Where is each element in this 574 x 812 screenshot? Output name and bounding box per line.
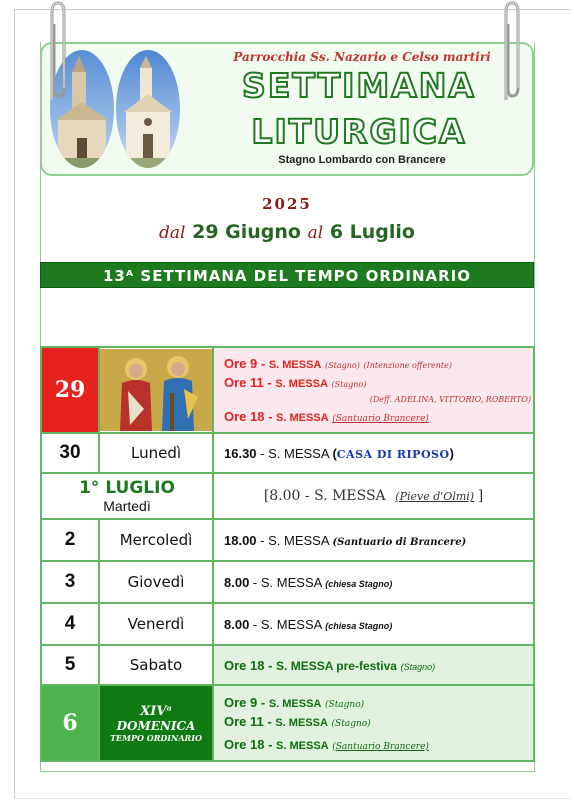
event-note-line <box>224 390 533 405</box>
date-range <box>40 221 534 243</box>
al-label: al <box>307 223 324 243</box>
day-number: 30 <box>41 433 99 473</box>
event-title: S. MESSA <box>260 616 322 632</box>
event-line <box>224 409 533 424</box>
event-title: S. MESSA <box>260 574 322 590</box>
schedule-table <box>40 346 535 762</box>
day-name: Lunedì <box>99 433 213 473</box>
event-time: 18.00 <box>224 532 257 548</box>
event-dash: - <box>256 445 269 461</box>
event-dash: - <box>257 356 269 371</box>
day-name: Giovedì <box>99 561 213 603</box>
events-6 <box>213 685 534 761</box>
event-location: (Stagno) <box>400 661 436 672</box>
day-name-line: DOMENICA <box>116 718 196 733</box>
event-location: (Santuario Brancere) <box>332 741 429 752</box>
page-edge-top <box>14 9 570 10</box>
event-note: (Deff. ADELINA, VITTORIO, ROBERTO) <box>369 395 531 404</box>
event-location: (chiesa Stagno) <box>325 578 393 589</box>
page-edge-bottom <box>14 798 570 799</box>
row-6 <box>41 685 534 761</box>
day-name-line: TEMPO ORDINARIO <box>110 732 202 743</box>
event-location: (Stagno) <box>331 718 371 729</box>
event-location: (Stagno) <box>331 380 367 389</box>
events-4 <box>213 603 534 645</box>
event-title: S. MESSA <box>276 739 329 752</box>
day-title: 1° LUGLIO <box>79 478 175 498</box>
event-location: (chiesa Stagno) <box>325 620 393 631</box>
event-location: (Pieve d'Olmi) <box>395 490 475 503</box>
row-29 <box>41 347 534 433</box>
event-dash: - <box>256 532 269 548</box>
event-time: Ore 9 <box>224 694 258 710</box>
row-4 <box>41 603 534 645</box>
title-settimana: SETTIMANA <box>242 66 476 105</box>
event-line <box>224 737 533 752</box>
event-dash: - <box>264 409 277 424</box>
events-3 <box>213 561 534 603</box>
title-liturgica: LITURGICA <box>251 112 467 151</box>
day-title-cell <box>41 473 213 519</box>
event-location: (Santuario Brancere) <box>332 414 429 424</box>
events-29 <box>213 347 534 433</box>
event-dash: - <box>264 657 277 673</box>
paperclip-icon <box>498 0 524 104</box>
event-time: Ore 11 <box>224 375 264 390</box>
church-photo-right <box>116 50 180 168</box>
day-name-line: XIVᵃ <box>140 703 172 719</box>
row-3 <box>41 561 534 603</box>
day-name-cell <box>99 685 213 761</box>
event-dash: - <box>263 713 276 729</box>
event-title: S. MESSA <box>275 716 328 729</box>
event-line <box>224 375 533 390</box>
day-name: Venerdì <box>99 603 213 645</box>
events-1-luglio <box>213 473 534 519</box>
event-location: CASA DI RIPOSO <box>336 447 450 461</box>
day-number: 5 <box>41 645 99 685</box>
day-name: Mercoledì <box>99 519 213 561</box>
event-dash: - <box>263 375 276 390</box>
page-edge-left <box>14 9 15 799</box>
event-time: Ore 18 <box>224 409 265 424</box>
paren-close: ) <box>449 445 454 461</box>
day-name: Martedì <box>103 498 151 514</box>
saints-image <box>99 347 213 433</box>
event-title: [8.00 - S. MESSA <box>263 488 386 504</box>
from-date: 29 Giugno <box>192 221 301 243</box>
row-5 <box>41 645 534 685</box>
event-title: S. MESSA <box>268 697 322 710</box>
day-number: 3 <box>41 561 99 603</box>
event-time: Ore 9 <box>224 356 258 371</box>
event-dash: - <box>249 574 261 590</box>
row-2 <box>41 519 534 561</box>
event-title: S. MESSA <box>268 445 329 461</box>
border-bottom <box>40 771 535 772</box>
event-line <box>224 356 533 371</box>
event-time: 8.00 <box>224 616 250 632</box>
header-box <box>40 42 534 176</box>
event-dash: - <box>264 736 277 752</box>
place-name: Stagno Lombardo con Brancere <box>278 154 446 166</box>
events-5 <box>213 645 534 685</box>
day-number: 6 <box>41 685 99 761</box>
dal-label: dal <box>159 223 186 243</box>
events-2 <box>213 519 534 561</box>
paren-open: ( <box>332 445 337 461</box>
week-banner: 13ᴬ SETTIMANA DEL TEMPO ORDINARIO <box>40 262 534 288</box>
event-title: S. MESSA <box>268 532 329 548</box>
event-title: S. MESSA <box>276 412 329 424</box>
event-time: Ore 18 <box>224 736 265 752</box>
event-bracket: ] <box>477 488 484 504</box>
event-title: S. MESSA pre-festiva <box>276 658 397 673</box>
event-location: (Stagno) <box>325 699 365 710</box>
event-location: (Stagno) <box>325 361 360 370</box>
events-30 <box>213 433 534 473</box>
parish-name: Parrocchia Ss. Nazario e Celso martiri <box>233 50 491 64</box>
event-dash: - <box>249 616 261 632</box>
event-time: Ore 11 <box>224 713 264 729</box>
event-line <box>224 695 533 710</box>
day-number: 2 <box>41 519 99 561</box>
event-time: Ore 18 <box>224 657 265 673</box>
event-line <box>224 714 533 729</box>
event-note: (Intenzione offerente) <box>363 361 452 370</box>
event-time: 16.30 <box>224 445 257 461</box>
event-title: S. MESSA <box>275 378 328 390</box>
event-title: S. MESSA <box>268 359 322 371</box>
event-time: 8.00 <box>224 574 250 590</box>
day-name: Sabato <box>99 645 213 685</box>
row-30 <box>41 433 534 473</box>
day-number: 4 <box>41 603 99 645</box>
event-location: (Santuario di Brancere) <box>332 536 467 548</box>
row-1-luglio <box>41 473 534 519</box>
to-date: 6 Luglio <box>329 221 415 243</box>
day-number: 29 <box>41 347 99 433</box>
event-dash: - <box>257 694 269 710</box>
year: 2025 <box>262 195 312 213</box>
paperclip-icon <box>44 0 70 104</box>
